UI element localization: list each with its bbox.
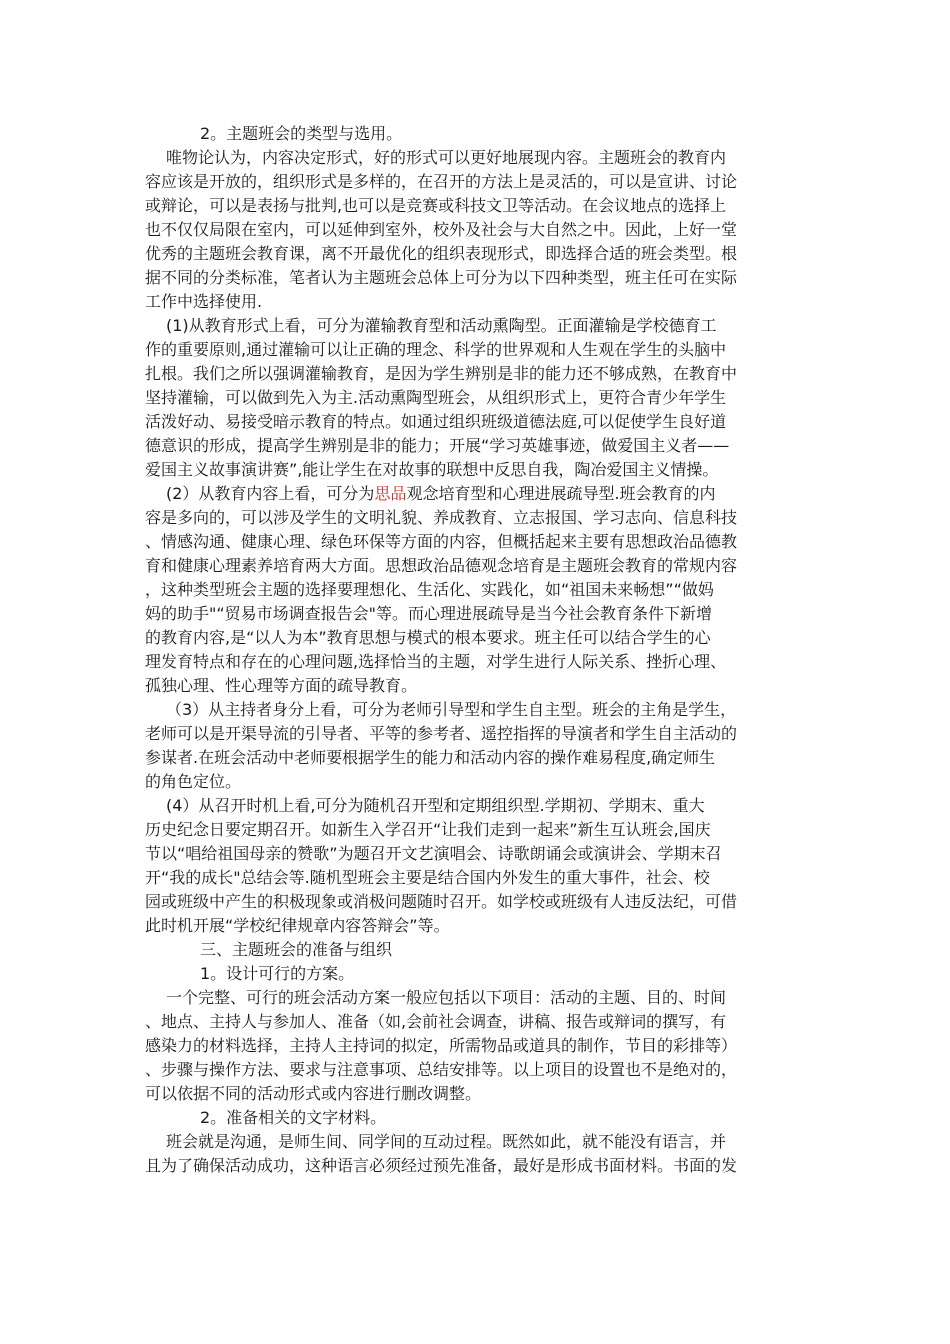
paragraph-line: 唯物论认为，内容决定形式，好的形式可以更好地展现内容。主题班会的教育内 (166, 148, 727, 167)
paragraph-line: 一个完整、可行的班会活动方案一般应包括以下项目：活动的主题、目的、时间 (166, 988, 727, 1007)
paragraph-line: 的角色定位。 (145, 772, 242, 791)
section-heading-preparation: 三、主题班会的准备与组织 (200, 940, 393, 959)
paragraph-line: 工作中选择使用. (145, 292, 263, 311)
paragraph-line: 育和健康心理素养培育两大方面。思想政治品德观念培育是主题班会教育的常规内容 (145, 556, 738, 575)
paragraph-line: 据不同的分类标准，笔者认为主题班会总体上可分为以下四种类型，班主任可在实际 (145, 268, 738, 287)
paragraph-line: （3）从主持者身分上看，可分为老师引导型和学生自主型。班会的主角是学生， (166, 700, 737, 719)
paragraph-line: 容是多向的，可以涉及学生的文明礼貌、养成教育、立志报国、学习志向、信息科技 (145, 508, 738, 527)
paragraph-line (166, 482, 716, 506)
paragraph-line: 活泼好动、易接受暗示教育的特点。如通过组织班级道德法庭,可以促使学生良好道 (145, 412, 727, 431)
paragraph-line: 园或班级中产生的积极现象或消极问题随时召开。如学校或班级有人违反法纪，可借 (145, 892, 738, 911)
paragraph-line: 班会就是沟通，是师生间、同学间的互动过程。既然如此，就不能没有语言，并 (166, 1132, 727, 1151)
paragraph-line: (4）从召开时机上看,可分为随机召开型和定期组织型.学期初、学期末、重大 (166, 796, 705, 815)
subsection-heading-materials: 2。准备相关的文字材料。 (200, 1108, 387, 1127)
paragraph-line: ，这种类型班会主题的选择要理想化、生活化、实践化，如“祖国未来畅想”“做妈 (145, 580, 714, 599)
paragraph-line: 作的重要原则,通过灌输可以让正确的理念、科学的世界观和人生观在学生的头脑中 (145, 340, 727, 359)
paragraph-line: 妈的助手"“贸易市场调查报告会"等。而心理进展疏导是当今社会教育条件下新增 (145, 604, 713, 623)
paragraph-line: 爱国主义故事演讲赛”,能让学生在对故事的联想中反思自我，陶冶爱国主义情操。 (145, 460, 719, 479)
section-heading-types: 2。主题班会的类型与选用。 (200, 124, 403, 143)
subsection-heading-plan: 1。设计可行的方案。 (200, 964, 355, 983)
paragraph-line: 也不仅仅局限在室内，可以延伸到室外，校外及社会与大自然之中。因此，上好一堂 (145, 220, 738, 239)
paragraph-line: 节以“唱给祖国母亲的赞歌”为题召开文艺演唱会、诗歌朗诵会或演讲会、学期末召 (145, 844, 722, 863)
paragraph-line: 、步骤与操作方法、要求与注意事项、总结安排等。以上项目的设置也不是绝对的， (145, 1060, 738, 1079)
paragraph-line: 开“我的成长"总结会等.随机型班会主要是结合国内外发生的重大事件，社会、校 (145, 868, 710, 887)
paragraph-line: 德意识的形成，提高学生辨别是非的能力；开展“学习英雄事迹，做爱国主义者—— (145, 436, 730, 455)
paragraph-line: 、地点、主持人与参加人、准备（如,会前社会调查，讲稿、报告或辩词的撰写，有 (145, 1012, 727, 1031)
paragraph-line: 可以依据不同的活动形式或内容进行删改调整。 (145, 1084, 482, 1103)
paragraph-line: 容应该是开放的，组织形式是多样的，在召开的方法上是灵活的，可以是宣讲、讨论 (145, 172, 738, 191)
line-segment: (2）从教育内容上看，可分为 (166, 484, 375, 503)
paragraph-line: 的教育内容,是“以人为本”教育思想与模式的根本要求。班主任可以结合学生的心 (145, 628, 711, 647)
paragraph-line: 此时机开展“学校纪律规章内容答辩会”等。 (145, 916, 450, 935)
paragraph-line: 理发育特点和存在的心理问题,选择恰当的主题，对学生进行人际关系、挫折心理、 (145, 652, 727, 671)
paragraph-line: 历史纪念日要定期召开。如新生入学召开“让我们走到一起来”新生互认班会,国庆 (145, 820, 711, 839)
paragraph-line: 且为了确保活动成功，这种语言必须经过预先准备，最好是形成书面材料。书面的发 (145, 1156, 738, 1175)
paragraph-line: 或辩论，可以是表扬与批判,也可以是竞赛或科技文卫等活动。在会议地点的选择上 (145, 196, 727, 215)
paragraph-line: 孤独心理、性心理等方面的疏导教育。 (145, 676, 418, 695)
paragraph-line: 优秀的主题班会教育课，离不开最优化的组织表现形式，即选择合适的班会类型。根 (145, 244, 738, 263)
paragraph-line: 参谋者.在班会活动中老师要根据学生的能力和活动内容的操作难易程度,确定师生 (145, 748, 716, 767)
paragraph-line: 坚持灌输，可以做到先入为主.活动熏陶型班会，从组织形式上，更符合青少年学生 (145, 388, 727, 407)
highlighted-term: 思品 (374, 484, 407, 503)
line-segment: 观念培育型和心理进展疏导型.班会教育的内 (406, 484, 716, 503)
paragraph-line: 、情感沟通、健康心理、绿色环保等方面的内容，但概括起来主要有思想政治品德教 (145, 532, 738, 551)
paragraph-line: 扎根。我们之所以强调灌输教育，是因为学生辨别是非的能力还不够成熟，在教育中 (145, 364, 738, 383)
paragraph-line: (1)从教育形式上看，可分为灌输教育型和活动熏陶型。正面灌输是学校德育工 (166, 316, 717, 335)
paragraph-line: 老师可以是开渠导流的引导者、平等的参考者、遥控指挥的导演者和学生自主活动的 (145, 724, 738, 743)
paragraph-line: 感染力的材料选择，主持人主持词的拟定，所需物品或道具的制作，节目的彩排等） (145, 1036, 738, 1055)
